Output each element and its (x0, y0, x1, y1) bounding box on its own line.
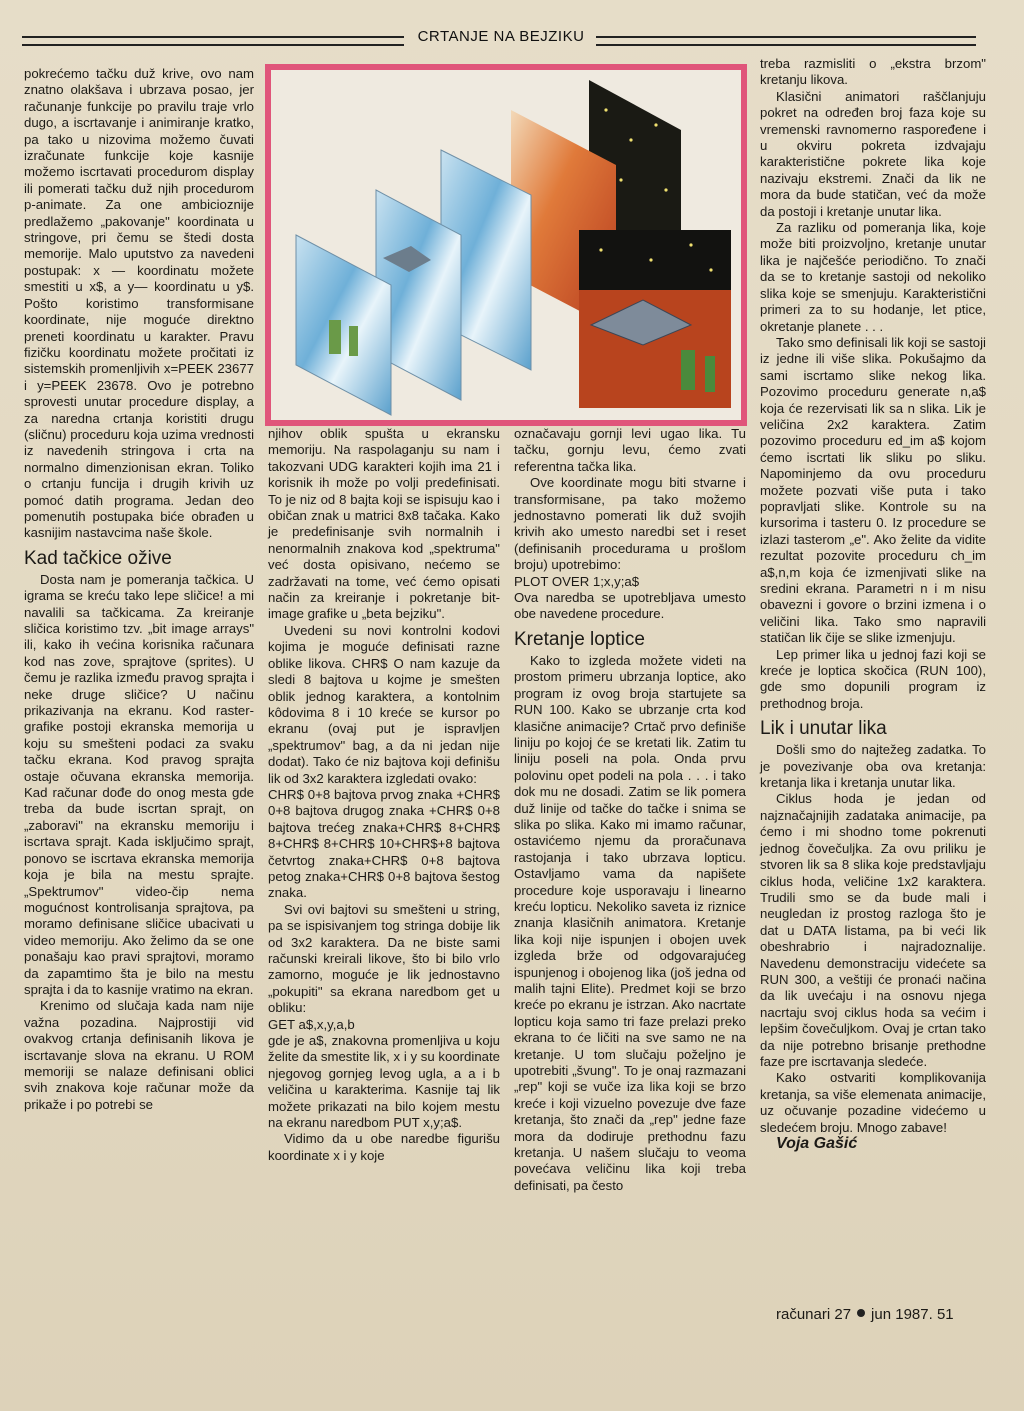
column-1 (24, 66, 254, 1113)
section-header: CRTANJE NA BEJZIKU (417, 28, 585, 45)
paragraph: Kako to izgleda možete videti na prostom primeru ubrzanja loptice, ako program iz ovog broja startujete sa RUN 100. Kako se ubrzanje crta kod klasične animacije? Crtač prvo definiše liniju po kojoj će se kretati lik. Zatim tu liniju poseli na pola. Onda prvu polovinu opet podeli na pola . . . i tako dok mu ne dosadi. Zatim se lik pomera duž linije od tačke do tačke i snima se slika po slika. Kako mi imamo računar, ostavićemo njemu da proračunava rastojanja i tako ubrzava lopticu. Ostavljamo vama da napišete procedure koje usporavaju i linearno kreću lopticu. Nekoliko saveta iz riznice znanja klasičnih animatora. Kretanje lika koji nije ispunjen i obojen uvek izgleda brže od odgovarajućeg ispunjenog i obojenog lika (još jedna od malih tajni Elite). Predmet koji se brzo kreće po ekranu je istrzan. Ako nacrtate lopticu koja samo tri faze prelazi preko ekrana to će ličiti na sve samo ne na kretanje. U tom slučaju poželjno je upotrebiti „švung". To je onaj razmazani „rep" koji se vuče iza lika koji se brzo kreće i koji vizuelno povezuje dve faze kretanja, što znači da „rep" jedne faze mora da dodiruje prethodnu fazu kretanja. U našem slučaju to veoma povećava veličinu lika koji treba definisati, pa često (514, 652, 746, 1193)
figure-sprite (681, 350, 695, 390)
section-heading: Lik i unutar lika (760, 718, 887, 740)
paragraph: Kako ostvariti komplikovanija kretanja, sa više elemenata animacije, uz očuvanje pozadine videćemo u sledećem broju. Mnogo zabave! (760, 1070, 986, 1135)
paragraph: Dosta nam je pomeranja tačkica. U igrama se kreću tako lepe sličice! a mi navalili sa tačkicama. Za kreiranje sličica koristimo tzv. „bit image arrays" ili, kako ih većina korisnika računara kod nas zove, sprajtove (sprites). U čemu je razlika između pravog sprajta i neke druge sličice? U načinu prikazivanja na ekranu. Kod raster-grafike postoji ekranska memorija u koju su smešteni podaci za svaku tačku ekrana. Kod pravog sprajta ostaje očuvana ekranska memorija. Kad računar dođe do onog mesta gde treba da bude iscrtan sprajt, on „zaboravi" na ekransku memoriju i iscrtava sprajt. Kada isključimo sprajt, ponovo se iscrtava ekranska memorija koja je bila na mestu sprajte. „Spektrumov" video-čip nema mogućnost kontrolisanja sprajtova, pa moramo definisane sličice ubacivati u video memoriju. Ako želimo da se one ponašaju kao pravi sprajtovi, moramo da zapamtimo šta je bilo na mestu sprajta i da to kasnije vratimo na ekran. (24, 571, 254, 997)
paragraph: Svi ovi bajtovi su smešteni u string, pa se ispisivanjem tog stringa dobije lik od 3x2 karaktera. Da ne biste sami računski kreirali likove, što bi bilo vrlo zamorno, moguće je lik jednostavno „pokupiti" sa ekrana naredbom get u obliku: (268, 901, 500, 1016)
paragraph: Krenimo od slučaja kada nam nije važna pozadina. Najprostiji vid ovakvog crtanja definisanih likova je iscrtavanje slova na ekranu. U ROM memoriji se nalaze definisani oblici svih znakova koje računar može da prikaže i po potrebi se (24, 998, 254, 1112)
author-signature: Voja Gašić (776, 1135, 858, 1152)
header-rule-left (22, 36, 404, 46)
code-example: CHR$ 0+8 bajtova prvog znaka +CHR$ 0+8 bajtova drugog znaka +CHR$ 0+8 bajtova trećeg znaka+CHR$ 8+CHR$ 8+CHR$ 8+CHR$ 10+CHR$+8 bajtova četvrtog znaka+CHR$ 0+8 bajtova petog znaka+CHR$ 0+8 bajtova šestog znaka. (268, 786, 500, 901)
animation-frames-illustration (265, 64, 747, 426)
frames-image (271, 70, 741, 420)
paragraph: pokrećemo tačku duž krive, ovo nam znatno olakšava i ubrzava posao, jer računanje funkcije po pravilu traje vrlo dugo, a iscrtavanje i animiranje kratko, pa tako u nizovima možemo čuvati izračunate funkcije koje kasnije možemo iscrtavati procedurom display ili pomerati tačku duž njih procedurom p-animate. Za one ambicioznije predlažemo „pakovanje" koordinata u stringove, pri čemu se štedi dosta memorije. Malo uputstvo za navedeni postupak: x — koordinatu možete smestiti u x$, a y— koordinatu u y$. Pošto koristimo transformisane koordinate, nije moguće direktno preneti koordinatu u karakter. Pravu fizičku koordinatu možete pročitati iz sistemskih promenljivih x=PEEK 23677 i y=PEEK 23678. Ovo je potrebno sprovesti unutar procedure display, a za naredna crtanja koristiti drugu (sličnu) proceduru koja uzima vrednosti iz navedenih stringova i crta na normalno dimenzionisan ekran. Toliko o crtanju funcija i drugih krivih uz pomoć datih programa. Jedan deo pomenutih postupaka biće obrađen u kasnijim nastavcima naše škole. (24, 66, 254, 541)
page-footer (776, 1306, 954, 1323)
section-heading: Kad tačkice ožive (24, 547, 172, 569)
paragraph: Uvedeni su novi kontrolni kodovi kojima je moguće definisati razne oblike likova. CHR$ O nam kazuje da sledi 8 bajtova u kojme je smešten oblik jednog karaktera, a kontolnim kôdovima 8 i 10 kreće se kursor po ekranu (ovaj put je ispravljen „spektrumov" bag, a da ni jedan nije dodat). Tako će niz bajtova koji definišu lik od 3x2 karaktera izgledati ovako: (268, 622, 500, 786)
paragraph: Klasični animatori raščlanjuju pokret na određen broj faza koje su vremenski ravnomerno raspoređene i u okviru pokreta izdvajaju karakteristične pokrete lika koje nazivaju ekstremi. Znači da lik ne mora da bude statičan, već da može da postoji i kretanje unutar lika. (760, 88, 986, 219)
paragraph: Ciklus hoda je jedan od najznačajnijih zadataka animacije, pa ćemo i mi shodno tome pokrenuti jednog čovečuljka. Za ovu priliku je stvoren lik sa 8 slika koje predstavljaju ciklus hoda, veličine 1x2 karaktera. Trudili smo se da bude mali i neugledan iz prostog razloga što je dat u DATA listama, pa bi veći lik obeshrabrio i najradoznalije. Navedenu demonstraciju videćete sa RUN 300, a veštiji će pronaći načina da lik uvećaju i na osnovu njega nacrtaju svoj ciklus hoda sa većim i lepšim čovečuljkom. Ovaj je crtan tako da nije potrebno brisanje prethodne faze pre iscrtavanja sledeće. (760, 791, 986, 1069)
column-2 (268, 426, 500, 1164)
paragraph: treba razmisliti o „ekstra brzom" kretanju likova. (760, 56, 986, 88)
bullet-icon (857, 1309, 865, 1317)
column-4 (760, 56, 986, 1152)
header-rule-right (596, 36, 976, 46)
paragraph: gde je a$, znakovna promenljiva u koju želite da smestite lik, x i y su koordinate njegovog gornjeg levog ugla, a a i b veličina u karakterima. Kasnije taj lik možete prikazati na bilo kojem mestu na ekranu naredbom PUT x,y;a$. (268, 1033, 500, 1131)
publication-name: računari 27 (776, 1306, 852, 1323)
paragraph: njihov oblik spušta u ekransku memoriju. Na raspolaganju su nam i takozvani UDG karakteri kojih ima 21 i korisnik ih može po volji predefinisati. To je niz od 8 bajta koji se ispisuju kao i običan znak u matrici 8x8 tačaka. Kako je predefinisanje svih normalnih i nenormalnih znakova kod „spektruma" već dosta opisivano, nećemo se zadržavati na tome, već ćemo opisati način za kreiranje i pokretanje bit-image grafike u „beta bejziku". (268, 426, 500, 622)
issue-date: jun 1987. (871, 1306, 933, 1323)
paragraph: Tako smo definisali lik koji se sastoji iz jedne ili više slika. Pokušajmo da sami iscrtamo slike nekog lika. Pozovimo proceduru generate n,a$ koja će rezervisati lik sa n slika. Lik je veličina 2x2 karaktera. Zatim pozovimo proceduru ed_im a$ kojom ćemo iscrtati lik sliku po sliku. Napominjemo da ovu proceduru možete pozvati više puta i tako popravljati slike. Kontrole su na kursorima i tasteru 0. Iz procedure se izlazi tasterom „e". Ako želite da vidite rezultat pozovite proceduru ch_im a$,n,m koja će izmenjivati slike na sredini ekrana. Parametri n i m nisu obavezni i govore o brzini izmena i o veličini lika. Tako smo napravili statičan lik čije se slike izmenjuju. (760, 334, 986, 646)
column-3 (514, 426, 746, 1194)
code-example: PLOT OVER 1;x,y;a$ (514, 573, 640, 589)
section-heading: Kretanje loptice (514, 628, 645, 650)
paragraph: Vidimo da u obe naredbe figurišu koordinate x i y koje (268, 1131, 500, 1163)
paragraph: Za razliku od pomeranja lika, koje može biti proizvoljno, kretanje unutar lika je najčešće periodično. To znači da se to kretanje sastoji od nekoliko slika koje se smenjuju. Karakteristični primeri za to su hodanje, let ptice, okretanje planete . . . (760, 220, 986, 334)
paragraph: Došli smo do najtežeg zadatka. To je povezivanje oba ova kretanja: kretanja lika i kretanja unutar lika. (760, 742, 986, 791)
paragraph: označavaju gornji levi ugao lika. Tu tačku, gornju levu, ćemo zvati referentna tačka lika. (514, 426, 746, 474)
page-number: 51 (936, 1306, 954, 1323)
figure-sprite (329, 320, 341, 354)
code-example: GET a$,x,y,a,b (268, 1016, 355, 1032)
paragraph: Lep primer lika u jednoj fazi koji se kreće je loptica skočica (RUN 100), gde smo dopunili program iz prethodnog broja. (760, 646, 986, 711)
paragraph: Ove koordinate mogu biti stvarne i transformisane, pa tako možemo jednostavno pomerati lik duž svojih krivih ako umesto naredbi set i reset (definisanih procedurama u prošlom broju) upotrebimo: (514, 475, 746, 573)
paragraph: Ova naredba se upotrebljava umesto obe navedene procedure. (514, 590, 746, 622)
